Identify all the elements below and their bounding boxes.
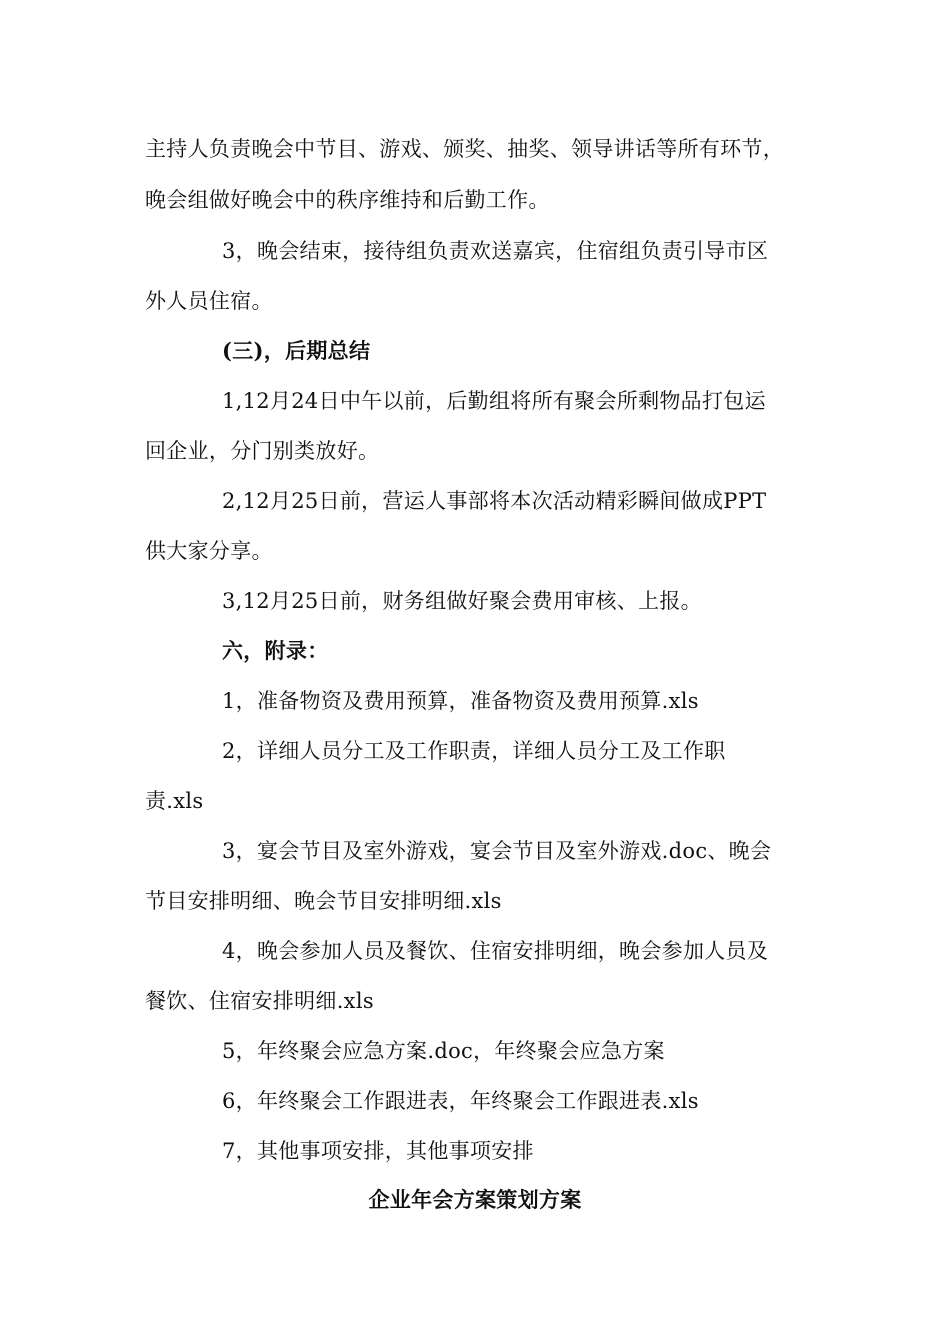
text-line-item-1-dec24: 1,12月24日中午以前，后勤组将所有聚会所剩物品打包运 <box>222 389 766 413</box>
section-heading-post-summary: (三)，后期总结 <box>222 338 371 363</box>
appendix-item-4: 4，晚会参加人员及餐饮、住宿安排明细，晚会参加人员及 <box>222 939 769 963</box>
appendix-item-4-cont: 餐饮、住宿安排明细.xls <box>145 989 374 1013</box>
text-line-item-2-dec25-ppt: 2,12月25日前，营运人事部将本次活动精彩瞬间做成PPT <box>222 489 767 513</box>
text-line-item-3-finance: 3,12月25日前，财务组做好聚会费用审核、上报。 <box>222 589 702 613</box>
appendix-item-1: 1，准备物资及费用预算，准备物资及费用预算.xls <box>222 689 699 713</box>
text-line-return-company: 回企业，分门别类放好。 <box>145 439 380 463</box>
text-line-hosting-duties: 主持人负责晚会中节目、游戏、颁奖、抽奖、领导讲话等所有环节， <box>145 137 784 161</box>
text-line-accommodation: 外人员住宿。 <box>145 289 273 313</box>
appendix-item-6: 6，年终聚会工作跟进表，年终聚会工作跟进表.xls <box>222 1089 699 1113</box>
section-heading-appendix: 六，附录： <box>222 638 329 663</box>
document-title: 企业年会方案策划方案 <box>368 1187 582 1212</box>
text-line-order-logistics: 晚会组做好晚会中的秩序维持和后勤工作。 <box>145 188 550 212</box>
appendix-item-3-cont: 节目安排明细、晚会节目安排明细.xls <box>145 889 502 913</box>
appendix-item-2: 2，详细人员分工及工作职责，详细人员分工及工作职 <box>222 739 726 763</box>
text-line-item-3-party-end: 3，晚会结束，接待组负责欢送嘉宾，住宿组负责引导市区 <box>222 239 769 263</box>
appendix-item-3: 3，宴会节目及室外游戏，宴会节目及室外游戏.doc、晚会 <box>222 839 772 863</box>
appendix-item-2-cont: 责.xls <box>145 789 204 813</box>
appendix-item-7: 7，其他事项安排，其他事项安排 <box>222 1139 534 1163</box>
text-line-share: 供大家分享。 <box>145 539 273 563</box>
appendix-item-5: 5，年终聚会应急方案.doc，年终聚会应急方案 <box>222 1039 665 1063</box>
